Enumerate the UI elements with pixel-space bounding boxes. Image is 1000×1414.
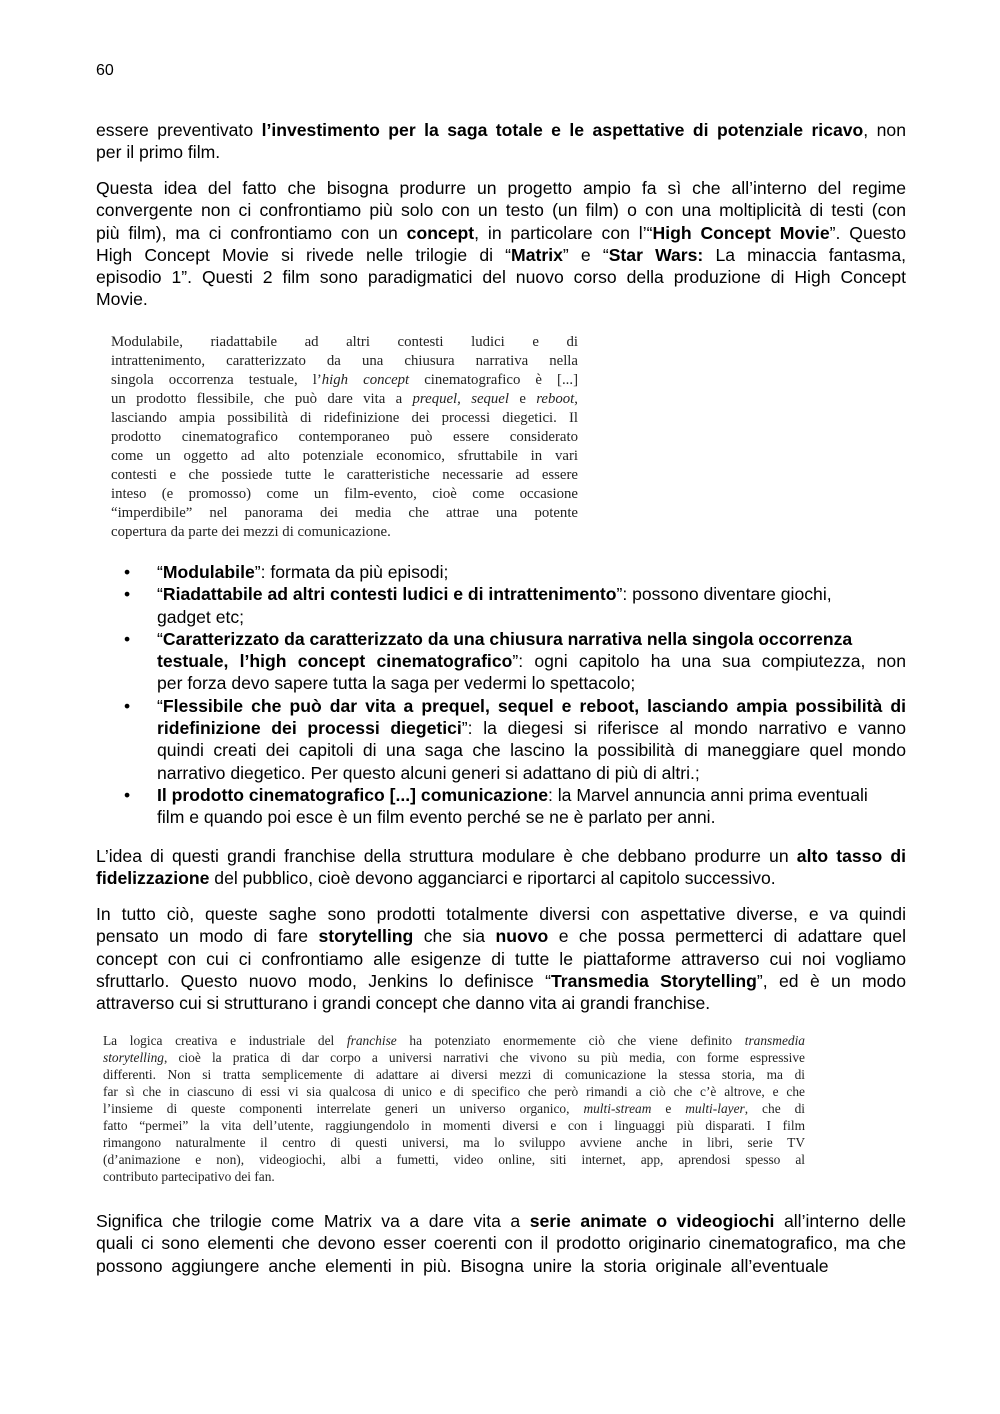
text-run: un prodotto flessibile, che può dare vita a [111,391,413,407]
quote-image-high-concept [111,333,578,542]
italic-run: storytelling [103,1050,164,1065]
quote-line: copertura da parte dei mezzi di comunicazione. [111,524,391,540]
text-run: l’insieme di queste componenti interrelate generi un universo organico, [103,1101,584,1116]
text-run: che sia [413,926,496,947]
italic-run: reboot [536,391,575,407]
bold-run: ridefinizione dei processi diegetici [157,718,462,739]
text-run: L’idea di questi grandi franchise della struttura modulare è che debbano produrre un [96,846,797,866]
paragraph-matrix [96,1210,906,1277]
quote-line [111,371,578,390]
text-run: ”: possono diventare giochi, [616,584,832,605]
quote-line: rimangono naturalmente il centro di questi universi, ma lo sviluppo avviene anche in libri, serie TV [103,1135,805,1150]
text-line [157,717,906,739]
text-line: film e quando poi esce è un film evento perché se ne è parlato per anni. [157,807,716,828]
quote-line [103,1049,805,1066]
quote-line: intrattenimento, caratterizzato da una chiusura narrativa nella [111,353,578,369]
text-run: e che possa permetterci di adattare quel [548,926,906,947]
text-line [157,695,906,717]
text-line [157,628,906,650]
list-item [96,561,906,583]
text-line: convergente non ci confrontiamo più solo con un testo (un film) o con una moltiplicità di testi (con [96,200,906,221]
text-line: possono aggiungere anche elementi in più. Bisogna unire la storia originale all’eventuale [96,1255,829,1276]
text-line [96,925,906,947]
text-run: , non [863,120,906,140]
text-run: High Concept Movie si rivede nelle trilogie di “ [96,244,512,265]
list-item [96,695,906,784]
text-run: essere preventivato [96,120,262,140]
text-run: e [509,391,537,407]
text-run: più film), ma ci confrontiamo con un [96,222,407,243]
text-line: narrativo diegetico. Per questo alcuni generi si adattano di più di altri.; [157,762,700,783]
text-run: ha potenziato enormemente ciò che viene definito [396,1033,745,1048]
italic-run: transmedia [744,1033,805,1048]
text-run: all’interno delle [774,1211,906,1231]
text-line [96,867,906,889]
text-run: e [651,1101,686,1116]
quote-line [111,390,578,409]
text-line: episodio 1”. Questi 2 film sono paradigmatici del nuovo corso della produzione di High Concept [96,267,906,288]
quote-line: (d’animazione e non), videogiochi, albi a fumetti, video online, siti internet, app, aprendosi spesso al [103,1152,805,1167]
list-item [96,583,906,628]
text-run: ”: formata da più episodi; [254,562,449,582]
text-run: , [574,391,578,407]
bold-run: Caratterizzato da caratterizzato da una chiusura narrativa nella singola occorrenza [162,628,853,649]
bullet-icon: • [124,562,131,582]
text-run: La minaccia fantasma, [703,244,906,265]
text-line [96,845,906,867]
text-run: , in particolare con l’“ [474,222,653,243]
text-line: concept con cui ci confrontiamo alle esigenze di tutte le piattaforme attraverso cui noi vogliamo [96,948,906,969]
text-line: gadget etc; [157,606,245,627]
text-run: ”. Questo [829,222,906,243]
text-run: : la Marvel annuncia anni prima eventuali [548,784,868,805]
italic-run: prequel [412,391,458,407]
text-line: per forza devo sapere tutta la saga per vedermi lo spettacolo; [157,673,636,694]
text-run: pensato un modo di fare [96,926,319,947]
text-line [96,244,906,266]
bold-run: Matrix [511,244,563,265]
italic-run: sequel [471,391,509,407]
bullet-icon: • [124,628,131,649]
text-run: “ [157,628,163,649]
page-number: 60 [96,62,114,79]
text-run: , che di [744,1101,806,1116]
bold-run: fidelizzazione [96,868,210,889]
quote-line: fatto “permei” la vita dell’utente, raggiungendolo in momenti diversi e con i linguaggi più disparati. I film [103,1118,805,1133]
quote-line [103,1100,805,1117]
italic-run: high concept [321,372,410,388]
text-run: ”: ogni capitolo ha una sua compiutezza, non [512,651,906,672]
paragraph-investment [96,119,906,164]
text-line [157,650,906,672]
quote-line [103,1032,805,1049]
text-run: ”, ed è un modo [756,970,907,991]
bold-run: Riadattabile ad altri contesti ludici e di intrattenimento [162,584,617,605]
text-line: quali ci sono elementi che devono esser coerenti con il prodotto originario cinematografico, ma che [96,1233,906,1254]
text-run: “ [157,562,163,582]
text-run: “ [157,695,163,716]
bold-run: testuale, l’high concept cinematografico [157,651,513,672]
bold-run: Flessibile che può dar vita a prequel, sequel e reboot, lasciando ampia possibilità di [162,695,906,716]
text-run: del pubblico, cioè devono agganciarci e riportarci al capitolo successivo. [209,868,776,889]
text-line [157,561,906,583]
quote-line: differenti. Non si tratta semplicemente di adattare ai diversi mezzi di comunicazione la stessa storia, ma di [103,1067,805,1082]
bold-run: Modulabile [162,562,255,582]
text-line: Movie. [96,289,148,310]
italic-run: multi-stream [583,1101,652,1116]
quote-image-transmedia [103,1032,805,1185]
bullet-list [96,561,906,829]
paragraph-franchise [96,845,906,890]
text-run: cinematografico è [...] [409,372,579,388]
text-run: ” e “ [562,244,609,265]
text-line [157,784,906,806]
text-line [157,583,906,605]
bold-run: Il prodotto cinematografico [...] comunicazione [157,784,548,805]
list-item [96,628,906,695]
quote-line: lasciando ampia possibilità di ridefinizione dei processi diegetici. Il [111,410,578,426]
text-line: quindi creati dei capitoli di una saga che lascino la possibilità di maneggiare quel mondo [157,740,906,761]
quote-line: contesti e che possiede tutte le caratteristiche necessarie ad essere [111,467,578,483]
paragraph-storytelling [96,903,906,1014]
text-line [96,1210,906,1232]
bullet-icon: • [124,695,131,716]
text-run: La logica creativa e industriale del [103,1033,347,1048]
text-run: ”: la diegesi si riferisce al mondo narrativo e vanno [461,718,907,739]
bold-run: High Concept Movie [652,222,830,243]
quote-line: prodotto cinematografico contemporaneo può essere considerato [111,429,578,445]
text-run: sfruttarlo. Questo nuovo modo, Jenkins lo definisce “ [96,970,551,991]
quote-line: Modulabile, riadattabile ad altri contesti ludici e di [111,334,578,350]
text-line [96,970,906,992]
bold-run: alto tasso di [796,846,906,866]
paragraph-high-concept [96,177,906,311]
quote-line: come un oggetto ad alto potenziale economico, sfruttabile in vari [111,448,578,464]
bold-run: concept [406,222,475,243]
text-run: singola occorrenza testuale, l’ [111,372,322,388]
text-line: per il primo film. [96,142,221,163]
quote-line: “imperdibile” nel panorama dei media che attrae una potente [111,505,578,521]
italic-run: franchise [346,1033,397,1048]
bold-run: serie animate o videogiochi [529,1211,775,1231]
text-run: “ [157,584,163,605]
text-line [96,119,906,141]
bold-run: Transmedia Storytelling [551,970,757,991]
text-line: attraverso cui si strutturano i grandi concept che danno vita ai grandi franchise. [96,993,711,1014]
bullet-icon: • [124,584,131,605]
italic-run: multi-layer [685,1101,745,1116]
text-line: In tutto ciò, queste saghe sono prodotti totalmente diversi con aspettative diverse, e va quindi [96,904,906,924]
bold-run: storytelling [318,926,414,947]
bold-run: l’investimento per la saga totale e le aspettative di potenziale ricavo [261,120,864,140]
quote-line: inteso (e promosso) come un film-evento, cioè come occasione [111,486,578,502]
text-run: , [457,391,472,407]
list-item [96,784,906,829]
text-line [96,222,906,244]
text-run: , cioè la pratica di dar corpo a universi narrativi che vivono su più media, con forme espressive [164,1050,805,1065]
bullet-icon: • [124,784,131,805]
bold-run: Star Wars: [608,244,704,265]
text-run: Significa che trilogie come Matrix va a dare vita a [96,1211,530,1231]
text-line: Questa idea del fatto che bisogna produrre un progetto ampio fa sì che all’interno del regime [96,178,906,198]
quote-line: far sì che in ciascuno di essi vi sia qualcosa di unico e di specifico che però rimandi a ciò che c’è altrove, e che [103,1084,805,1099]
bold-run: nuovo [495,926,549,947]
quote-line: contributo partecipativo dei fan. [103,1169,275,1184]
